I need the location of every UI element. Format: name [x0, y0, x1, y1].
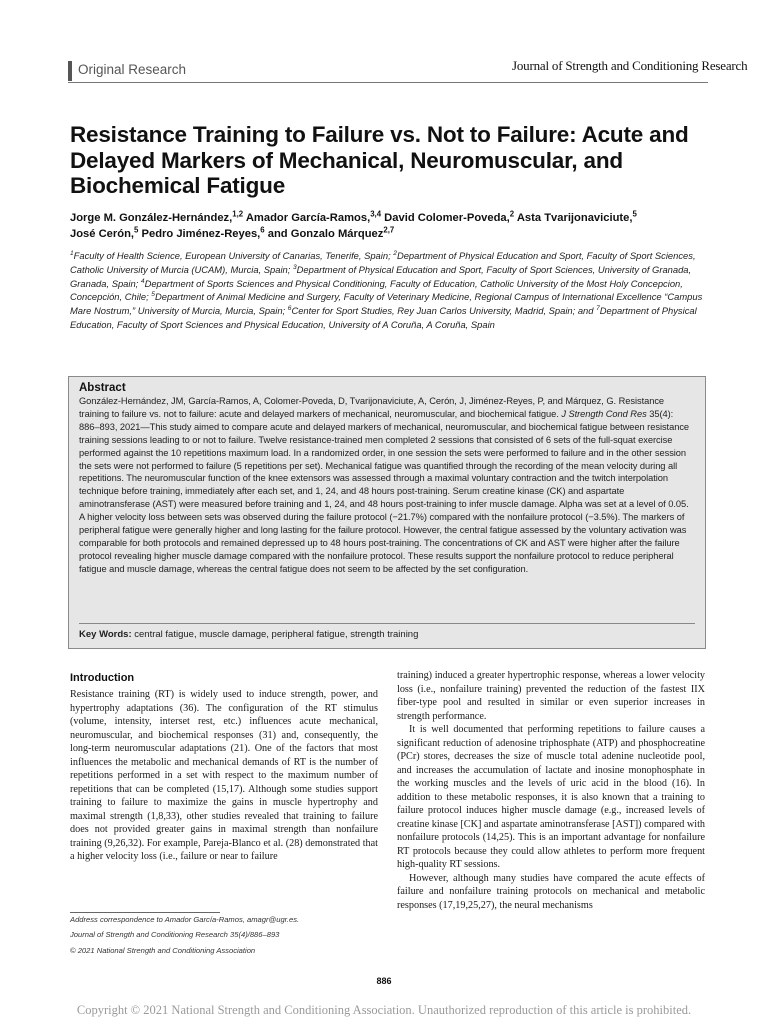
body-paragraph: However, although many studies have compared the acute effects of failure and nonfailure training protocols on mechanical and metabolic responses (17,19,25,27), the neural mechanisms [397, 872, 705, 911]
copyright-notice: Copyright © 2021 National Strength and Conditioning Association. Unauthorized reproduction of this article is prohibited. [76, 1003, 692, 1017]
affiliation-marker: 3 [292, 263, 297, 271]
abstract-heading: Abstract [79, 382, 126, 394]
affiliation-text: Department of Physical Education and Sport, Faculty of Sport Sciences, University of Granada, Granada, Spain; [70, 263, 692, 289]
author-affiliation-marker: 3,4 [370, 209, 382, 219]
keywords-list: central fatigue, muscle damage, peripheral fatigue, strength training [131, 629, 419, 640]
body-paragraph: Resistance training (RT) is widely used to induce strength, power, and hypertrophy adaptations (36). The configuration of the RT stimulus (volume, intensity, interset rest, etc.) influences acute mechanical, neuromuscular, and biochemical responses (31) and, consequently, the long-term neuromuscular adaptations (21). One of the factors that most influences the metabolic and mechanical demands of RT is the number of repetitions performed in a set with respect to the maximum number of repetitions that can be completed (15,17). Although some studies support training to failure to maximize the gains in muscle hypertrophy and maximal strength (1,8,33), other studies revealed that training to failure does not provided greater gains in maximal strength than nonfailure training (9,26,32). For example, Pareja-Blanco et al. (28) demonstrated that a higher velocity loss (i.e., failure or near to failure [70, 689, 378, 862]
author-name: Jorge M. González-Hernández, [70, 212, 233, 224]
affiliation-marker: 6 [287, 305, 292, 313]
journal-name: Journal of Strength and Conditioning Research [512, 58, 748, 73]
correspondence-note: Address correspondence to Amador García-Ramos, amagr@ugr.es. [70, 915, 300, 924]
author-affiliation-marker: 6 [260, 225, 265, 235]
abstract-journal-ref: J Strength Cond Res [561, 408, 647, 419]
affiliation-marker: 4 [140, 277, 145, 285]
affiliation-text: Faculty of Health Science, European University of Canarias, Tenerife, Spain; [73, 250, 394, 261]
body-column-left [70, 688, 378, 864]
body-paragraph: It is well documented that performing repetitions to failure causes a significant reduction of adenosine triphosphate (ATP) and phosphocreatine (PCr) stores, decreases the size of muscle total adenine nucleotide pool, and increases the accumulation of lactate and inosine monophosphate in the working muscles and the levels of uric acid in the blood (16). In addition to these metabolic responses, it is also known that a training to failure protocol induces higher muscle damage (e.g., increased levels of creatine kinase [CK] and aspartate aminotransferase [AST]) compared with nonfailure protocols (14,25). This is an important advantage for nonfailure RT protocols because they could allow athletes to perform more frequent high-quality RT sessions. [397, 724, 705, 870]
abstract-citation: González-Hernández, JM, García-Ramos, A, Colomer-Poveda, D, Tvarijonaviciute, A, Cerón, J, Jiménez-Reyes, P, and Márquez, G. Resistance training to failure vs. not to failure: acute and delayed markers of mechanical, neuromuscular, and biochemical fatigue. [79, 396, 665, 419]
affiliations [70, 249, 710, 332]
affiliation-text: Department of Physical Education and Sport, Faculty of Sport Sciences, Catholic University of Murcia (UCAM), Murcia, Spain; [70, 250, 696, 275]
author-name: Amador García-Ramos, [243, 212, 371, 224]
author-name: Pedro Jiménez-Reyes, [138, 228, 261, 240]
keywords-label: Key Words: [79, 629, 132, 640]
abstract-text [79, 395, 695, 576]
header-accent-bar [68, 61, 72, 81]
copyright-line: © 2021 National Strength and Conditioning Association [70, 946, 256, 955]
author-affiliation-marker: 1,2 [232, 209, 244, 219]
keywords [79, 629, 418, 640]
affiliation-marker: 5 [151, 291, 155, 299]
abstract-box [68, 376, 706, 649]
author-name: and Gonzalo Márquez [264, 228, 384, 240]
page-number: 886 [376, 976, 392, 986]
keywords-rule [79, 623, 695, 624]
introduction-heading: Introduction [70, 672, 135, 684]
affiliation-text: Department of Sports Sciences and Physical Conditioning, Faculty of Education, Catholic University of the Most Holy Concepcion, Concepción, Chile; [70, 277, 683, 303]
footnote-rule [70, 912, 220, 913]
journal-citation: Journal of Strength and Conditioning Research 35(4)/886–893 [70, 930, 280, 939]
article-title: Resistance Training to Failure vs. Not to Failure: Acute and Delayed Markers of Mechanical, Neuromuscular, and Biochemical Fatigue [70, 122, 689, 198]
body-paragraph: training) induced a greater hypertrophic response, whereas a lower velocity loss (i.e., nonfailure training) prevented the reduction of the fastest IIX fiber-type pool and resulted in similar or even superior increases in strength performance. [397, 670, 705, 722]
author-affiliation-marker: 5 [134, 225, 139, 235]
affiliation-marker: 1 [70, 249, 74, 257]
author-affiliation-marker: 2 [509, 209, 515, 219]
author-affiliation-marker: 5 [632, 209, 637, 219]
author-list [70, 210, 710, 242]
section-label: Original Research [78, 62, 187, 77]
affiliation-text: Department of Physical Education, Faculty of Sport Sciences and Physical Education, University of A Coruña, A Coruña, Spain [70, 305, 697, 330]
affiliation-text: Department of Animal Medicine and Surgery, Faculty of Veterinary Medicine, Regional Campus of International Excellence “Campus Mare Nostrum,” University of Murcia, Murcia, Spain; [70, 291, 703, 317]
affiliation-text: Center for Sport Studies, Rey Juan Carlos University, Madrid, Spain; and [291, 305, 597, 317]
body-column-right [397, 669, 705, 912]
affiliation-marker: 7 [596, 305, 600, 313]
author-name: Asta Tvarijonaviciute, [514, 212, 633, 224]
author-name: José Cerón, [70, 228, 135, 240]
author-name: David Colomer-Poveda, [381, 212, 510, 224]
affiliation-marker: 2 [393, 249, 397, 257]
author-affiliation-marker: 2,7 [383, 225, 395, 235]
abstract-body: 35(4): 886–893, 2021—This study aimed to compare acute and delayed markers of mechanical, neuromuscular, and biochemical fatigue between resistance training sessions leading to or not to failure. Twelve resistance-trained men completed 2 sessions that consisted of 6 sets of the full-squat exercise performed against the 10 repetitions maximum load. In a randomized order, in one session the sets were performed to failure and in the other session the sets were not performed to failure (5 repetitions per set). Mechanical fatigue was quantified through the recording of the mean velocity during all repetitions. The neuromuscular function of the knee extensors was assessed through a maximal voluntary contraction and the twitch interpolation technique before training, immediately after each set, and 1, 24, and 48 hours post-training. Serum creatine kinase (CK) and aspartate aminotransferase (AST) were measured before training and 1, 24, and 48 hours post-training to infer muscle damage. Alpha was set at a level of 0.05. A higher velocity loss between sets was observed during the failure protocol (−21.7%) compared with the nonfailure protocol (−3.5%). The markers of peripheral fatigue were generally higher and long lasting for the failure protocol. However, the central fatigue assessed by the voluntary activation was comparable for both protocols and remained depressed up to 48 hours post-training. The concentrations of CK and AST were higher after the failure protocol revealing higher muscle damage compared with the nonfailure protocol. These results support the nonfailure protocol to reduce peripheral fatigue and muscle damage, whereas the central fatigue does not seem to be affected by the set configuration. [79, 408, 690, 574]
header-rule [68, 82, 708, 83]
